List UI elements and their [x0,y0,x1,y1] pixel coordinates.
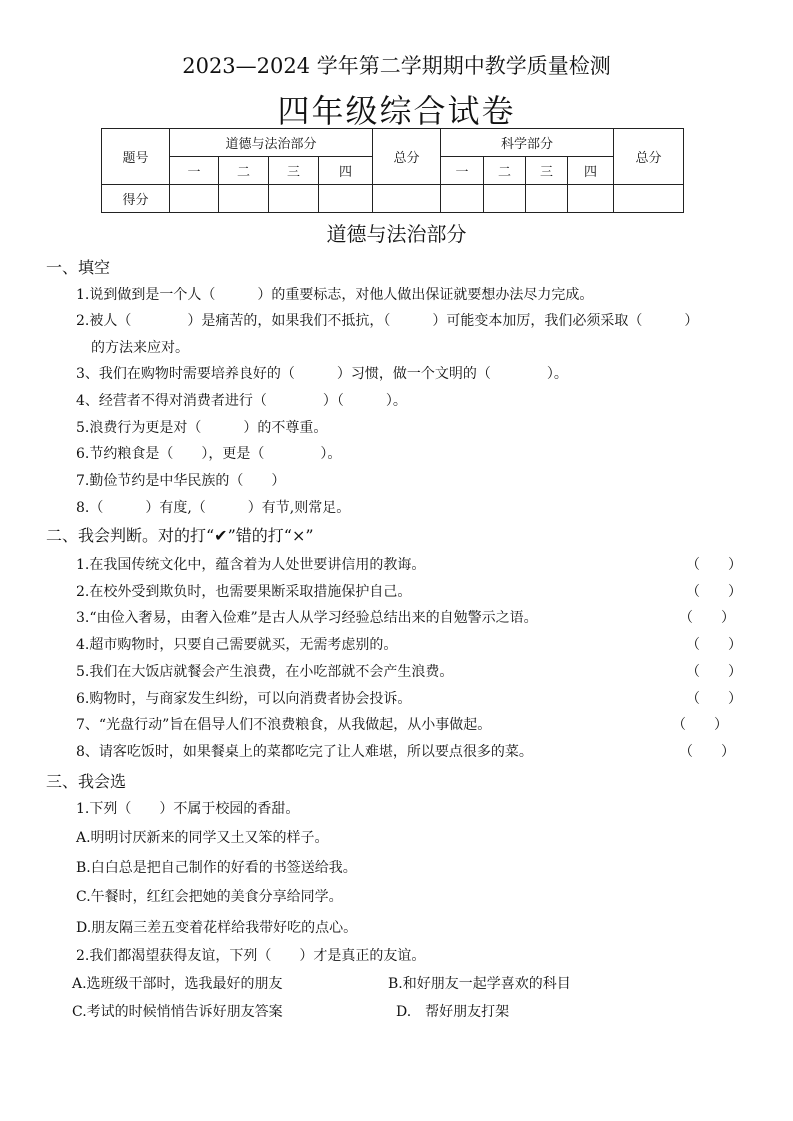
choice-option: B.和好朋友一起学喜欢的科目 [388,976,571,992]
section-title: 道德与法治部分 [326,222,467,246]
score-cell[interactable] [441,185,484,213]
score-cell[interactable] [319,185,373,213]
exam-title: 2023—2024 学年第二学期期中教学质量检测 [182,54,611,78]
table-col: 三 [526,157,568,185]
fill-question: 2.被人（ ）是痛苦的，如果我们不抵抗，（ ）可能变本加厉，我们必须采取（ ） [76,313,699,329]
table-col: 一 [170,157,219,185]
section-heading-choice: 三、我会选 [46,772,127,791]
answer-paren[interactable]: （ ） [672,717,728,733]
judge-question: 5.我们在大饭店就餐会产生浪费，在小吃部就不会产生浪费。 [76,664,454,680]
judge-question: 6.购物时，与商家发生纠纷，可以向消费者协会投诉。 [76,691,412,707]
answer-paren[interactable]: （ ） [679,744,735,760]
choice-option: D.朋友隔三差五变着花样给我带好吃的点心。 [76,920,358,936]
fill-question: 3、我们在购物时需要培养良好的（ ）习惯，做一个文明的（ ）。 [76,366,568,382]
answer-paren[interactable]: （ ） [686,557,742,573]
table-col: 一 [441,157,484,185]
score-cell[interactable] [484,185,526,213]
section-heading-fill: 一、填空 [46,258,111,277]
section-heading-judge: 二、我会判断。对的打“✔”错的打“×” [46,526,314,545]
score-cell[interactable] [269,185,319,213]
choice-option: C.考试的时候悄悄告诉好朋友答案 [72,1004,283,1020]
score-cell[interactable] [568,185,614,213]
table-header-total2: 总分 [614,129,684,185]
table-col: 三 [269,157,319,185]
answer-paren[interactable]: （ ） [686,637,742,653]
choice-option: A.选班级干部时，选我最好的朋友 [72,976,283,992]
score-table [101,128,684,213]
table-header-part2: 科学部分 [441,129,614,157]
table-row-score-label: 得分 [102,185,170,213]
table-col: 二 [219,157,269,185]
choice-option: C.午餐时，红红会把她的美食分享给同学。 [76,889,343,905]
judge-question: 2.在校外受到欺负时，也需要果断采取措施保护自己。 [76,584,412,600]
judge-question: 8、请客吃饭时，如果餐桌上的菜都吃完了让人难堪，所以要点很多的菜。 [76,744,533,760]
fill-question: 6.节约粮食是（ ），更是（ ）。 [76,446,342,462]
table-col: 四 [319,157,373,185]
answer-paren[interactable]: （ ） [686,584,742,600]
fill-question: 1.说到做到是一个人（ ）的重要标志，对他人做出保证就要想办法尽力完成。 [76,287,594,303]
table-header-total1: 总分 [373,129,441,185]
choice-question: 1.下列（ ）不属于校园的香甜。 [76,801,300,817]
table-header-no: 题号 [102,129,170,185]
choice-question: 2.我们都渴望获得友谊，下列（ ）才是真正的友谊。 [76,948,426,964]
table-col: 二 [484,157,526,185]
table-header-part1: 道德与法治部分 [170,129,373,157]
answer-paren[interactable]: （ ） [679,610,735,626]
choice-option: A.明明讨厌新来的同学又土又笨的样子。 [76,830,329,846]
answer-paren[interactable]: （ ） [686,664,742,680]
fill-question: 4、经营者不得对消费者进行（ ）（ ）。 [76,393,407,409]
fill-question: 8.（ ）有度,（ ）有节,则常足。 [76,500,351,516]
score-cell[interactable] [219,185,269,213]
table-col: 四 [568,157,614,185]
exam-subtitle: 四年级综合试卷 [277,92,516,130]
judge-question: 3.“由俭入奢易，由奢入俭难”是古人从学习经验总结出来的自勉警示之语。 [76,610,538,626]
answer-paren[interactable]: （ ） [686,691,742,707]
score-cell[interactable] [170,185,219,213]
score-cell[interactable] [614,185,684,213]
choice-option: D. 帮好朋友打架 [396,1004,510,1020]
choice-option: B.白白总是把自己制作的好看的书签送给我。 [76,860,357,876]
score-cell[interactable] [526,185,568,213]
fill-question: 5.浪费行为更是对（ ）的不尊重。 [76,420,328,436]
fill-question-cont: 的方法来应对。 [91,340,189,356]
score-cell[interactable] [373,185,441,213]
judge-question: 1.在我国传统文化中，蕴含着为人处世要讲信用的教诲。 [76,557,426,573]
judge-question: 4.超市购物时，只要自己需要就买，无需考虑别的。 [76,637,398,653]
judge-question: 7、“光盘行动”旨在倡导人们不浪费粮食，从我做起，从小事做起。 [76,717,492,733]
fill-question: 7.勤俭节约是中华民族的（ ） [76,473,286,489]
